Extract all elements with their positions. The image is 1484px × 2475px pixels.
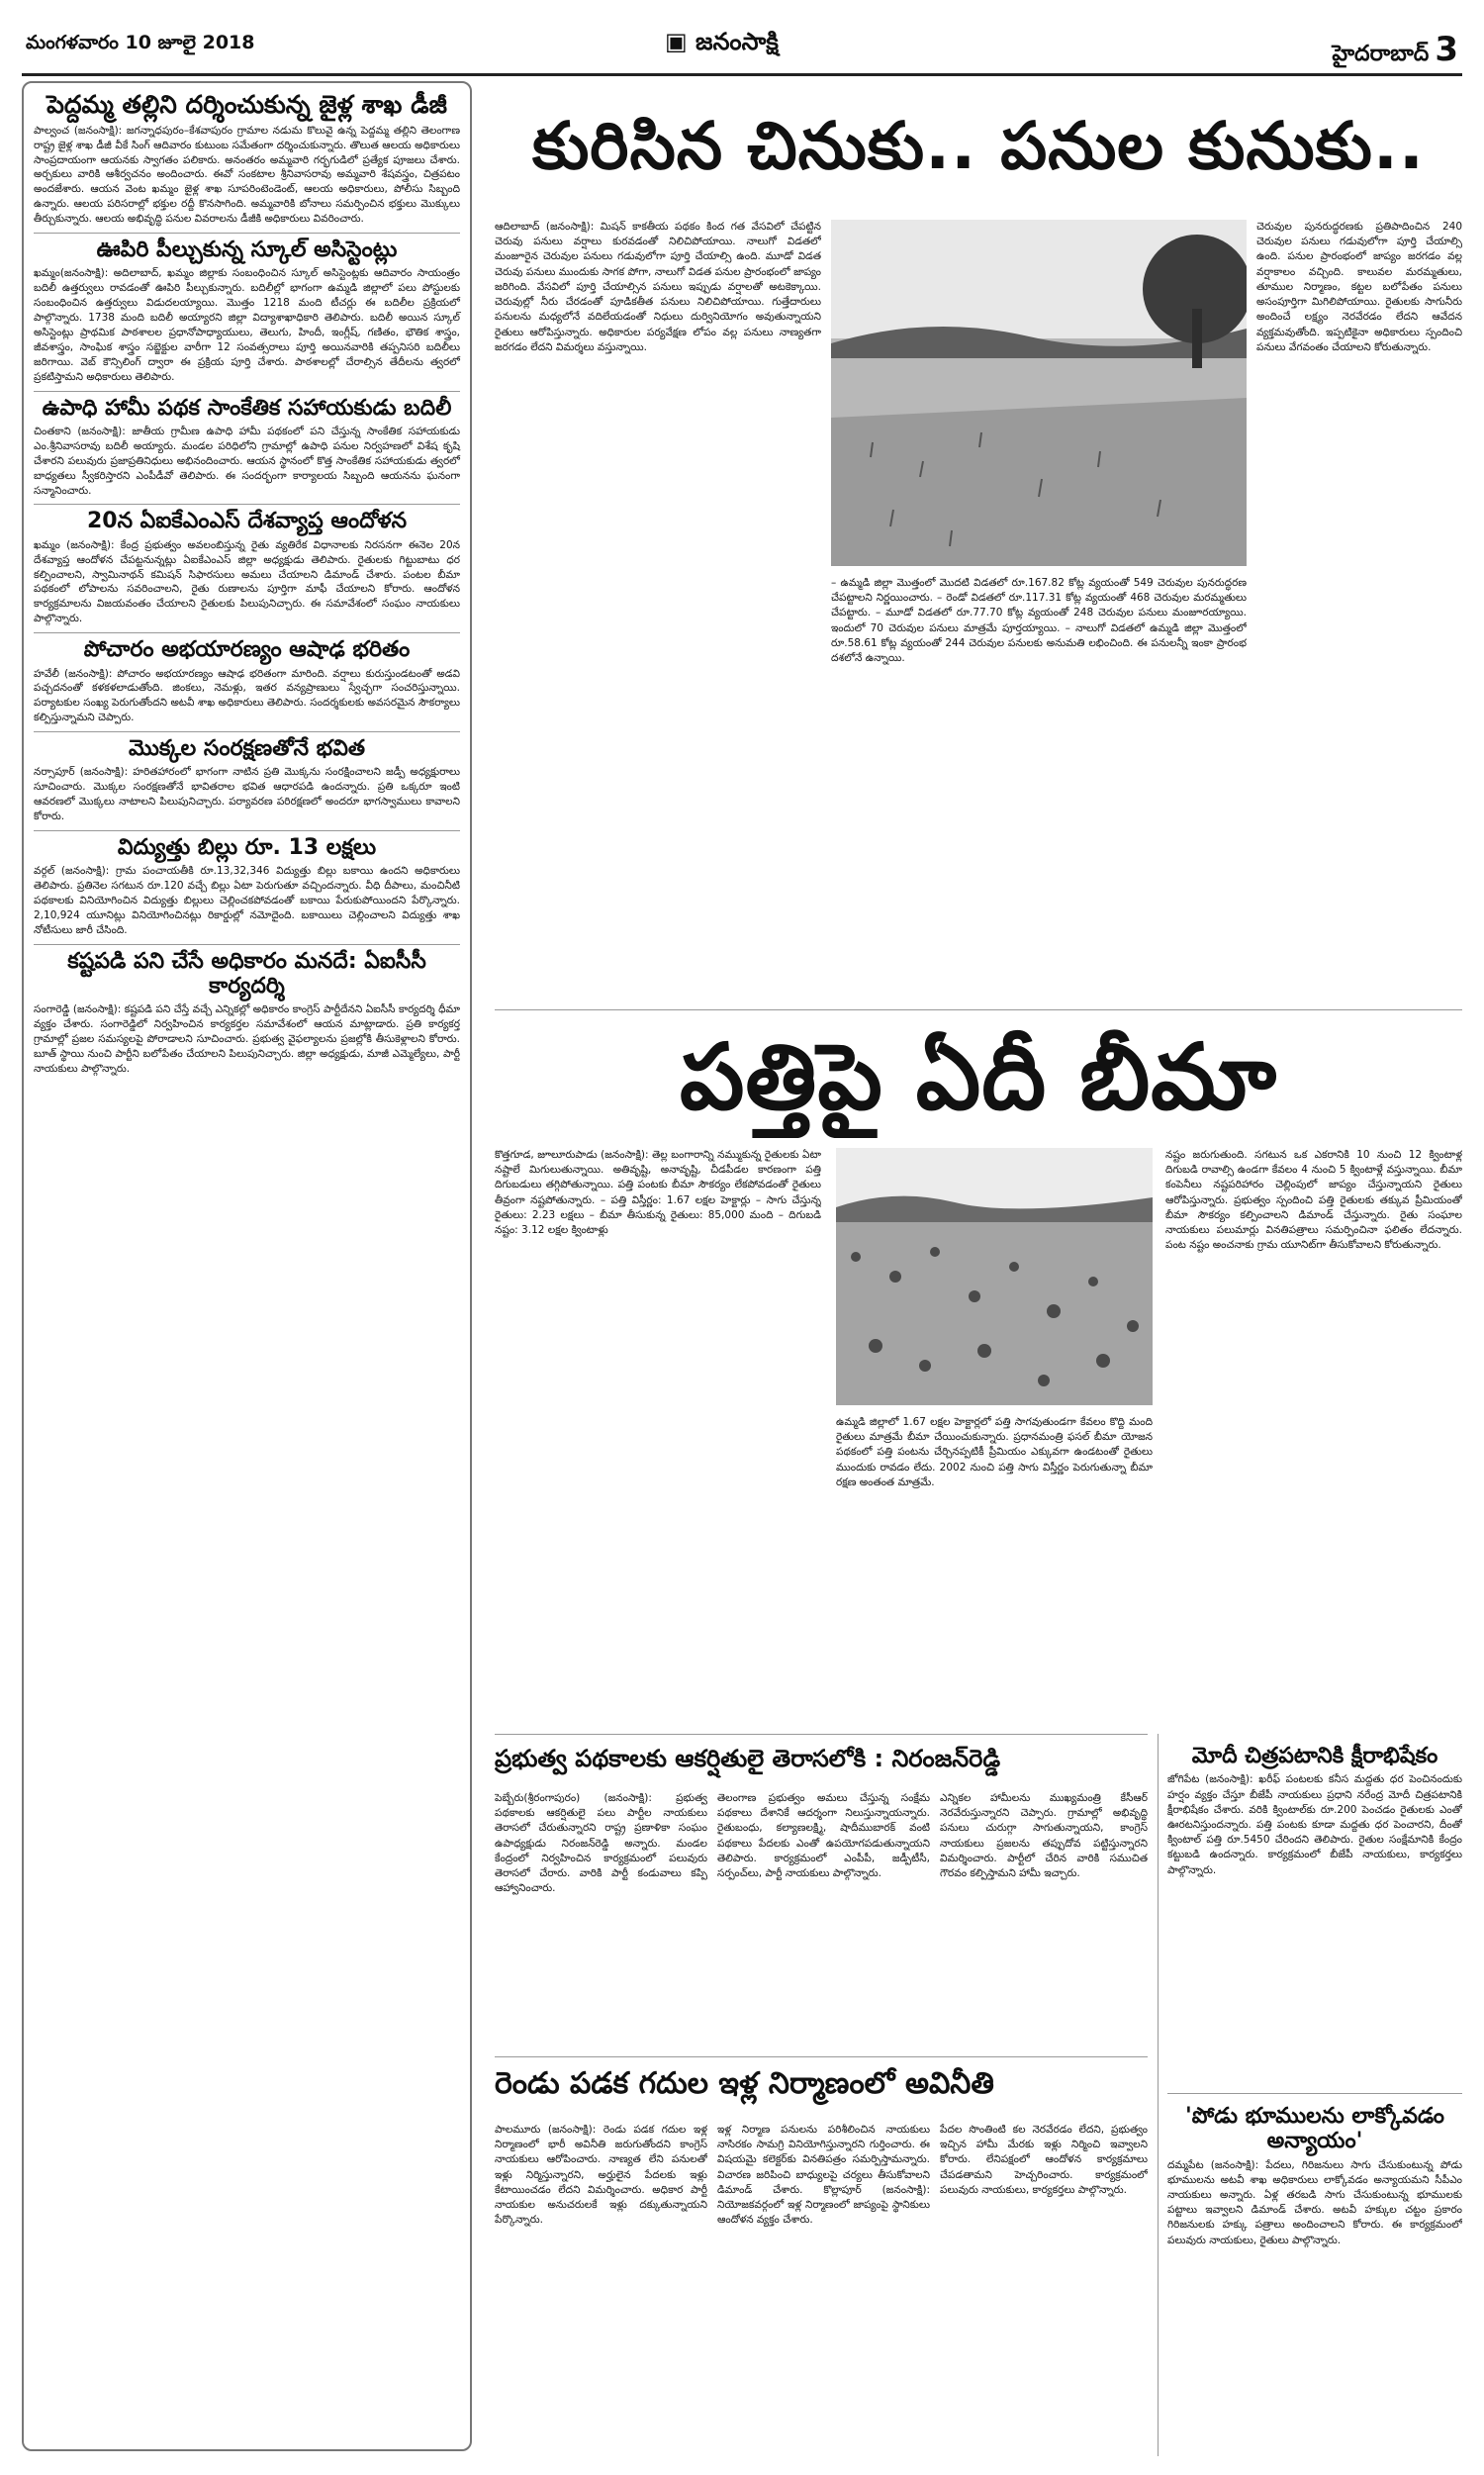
- niranjan-headline: ప్రభుత్వ పథకాలకు ఆకర్షితులై తెరాసలోకి : నిరంజన్‌రెడ్డి: [495, 1745, 1001, 1772]
- divider: [34, 391, 460, 392]
- article-body: చెరువుల పునరుద్ధరణకు ప్రతిపాదించిన 240 చెరువుల పనులు గడువులోగా పూర్తి చేయాల్సి ఉంది. పనుల ప్రారంభంలో జాప్యం జరగడం వల్ల వర్షాకాలం వచ్చింది. కాలువల మరమ్మతులు, తూముల నిర్మాణం, కట్టల బలోపేతం పనులు అసంపూర్తిగా మిగిలిపోయాయి. రైతులకు సాగునీరు అందించే లక్ష్యం నెరవేరడం లేదని ఆవేదన వ్యక్తమవుతోంది. ఇప్పటికైనా అధికారులు స్పందించి పనులు వేగవంతం చేయాలని కోరుతున్నారు.: [1256, 221, 1462, 353]
- article-body: పేదల సొంతింటి కల నెరవేరడం లేదని, ప్రభుత్వం ఇచ్చిన హామీ మేరకు ఇళ్లు నిర్మించి ఇవ్వాలని కోరారు. లేనిపక్షంలో ఆందోళన కార్యక్రమాలు చేపడతామని హెచ్చరించారు. కార్యక్రమంలో పలువురు నాయకులు, కార్యకర్తలు పాల్గొన్నారు.: [940, 2124, 1148, 2196]
- houses-headline-box: [495, 2063, 1148, 2123]
- article-body: పాలమూరు (జనంసాక్షి): రెండు పడక గదుల ఇళ్ల నిర్మాణంలో భారీ అవినీతి జరుగుతోందని కాంగ్రెస్ నాయకులు ఆరోపించారు. నాణ్యత లేని పనులతో ఇళ్లు నిర్మిస్తున్నారని, అర్హులైన పేదలకు ఇళ్లు కేటాయించడం లేదని విమర్శించారు. అధికార పార్టీ నాయకుల అనుచరులకే ఇళ్లు దక్కుతున్నాయని పేర్కొన్నారు.: [495, 2124, 707, 2227]
- left-article: [34, 238, 460, 385]
- top-story-col1: [495, 220, 821, 714]
- divider: [34, 504, 460, 505]
- houses-col2: [717, 2123, 930, 2454]
- modi-article: [1167, 1740, 1462, 2086]
- article-body: – ఉమ్మడి జిల్లా మొత్తంలో మొదటి విడతలో రూ.167.82 కోట్ల వ్యయంతో 549 చెరువుల పునరుద్ధరణ చేపట్టాలని నిర్ణయించారు. – రెండో విడతలో రూ.117.31 కోట్ల వ్యయంతో 468 చెరువుల మరమ్మతులు చేపట్టారు. – మూడో విడతలో రూ.77.70 కోట్ల వ్యయంతో 248 చెరువుల పనులు మంజూరయ్యాయి. ఇందులో 70 చెరువుల పనులు మాత్రమే పూర్తయ్యాయి. – నాలుగో విడతలో ఉమ్మడి జిల్లా మొత్తంలో రూ.58.61 కోట్ల వ్యయంతో 244 చెరువుల పనులకు అనుమతి లభించింది. ఈ పనులన్నీ ఇంకా ప్రారంభ దశలోనే ఉన్నాయి.: [831, 577, 1247, 665]
- top-story-col3: [1256, 220, 1462, 714]
- divider: [1158, 1734, 1159, 2456]
- article-body: ఆదిలాబాద్ (జనంసాక్షి): మిషన్ కాకతీయ పథకం కింద గత వేసవిలో చేపట్టిన చెరువు పనులు వర్షాలు కురవడంతో నిలిచిపోయాయి. నాలుగో విడతలో మంజూరైన చెరువుల పనులు గడువులోగా పూర్తి చేయాల్సి ఉంది. మూడో విడత చెరువు పనులు ముందుకు సాగక పోగా, నాలుగో విడత పనుల ప్రారంభంలో జాప్యం జరిగింది. వేసవిలో పూర్తి చేయాల్సిన పనులు ఇప్పుడు వర్షాలతో అటకెక్కాయి. చెరువుల్లో నీరు చేరడంతో పూడికతీత పనులు నిలిచిపోయాయి. గుత్తేదారులు పనులను మధ్యలోనే వదిలేయడంతో నిధులు దుర్వినియోగం అవుతున్నాయని రైతులు ఆరోపిస్తున్నారు. అధికారుల పర్యవేక్షణ లోపం వల్ల పనులు నాణ్యతగా జరగడం లేదని విమర్శలు వస్తున్నాయి.: [495, 221, 821, 353]
- article-body: పెబ్బేరు(శ్రీరంగాపురం) (జనంసాక్షి): ప్రభుత్వ పథకాలకు ఆకర్షితులై పలు పార్టీల నాయకులు తెరాసలో చేరుతున్నారని రాష్ట్ర ప్రణాళికా సంఘం ఉపాధ్యక్షుడు నిరంజన్‌రెడ్డి అన్నారు. మండల కేంద్రంలో నిర్వహించిన కార్యక్రమంలో పలువురు తెరాసలో చేరారు. వారికి పార్టీ కండువాలు కప్పి ఆహ్వానించారు.: [495, 1792, 707, 1895]
- page-location: [1332, 30, 1458, 71]
- article-headline: ఊపిరి పీల్చుకున్న స్కూల్ అసిస్టెంట్లు: [96, 238, 398, 263]
- flooded-field-photo: [831, 220, 1247, 566]
- divider: [34, 632, 460, 633]
- top-story-headline: కురిసిన చినుకు.. పనుల కునుకు..: [532, 108, 1425, 184]
- left-article: [34, 949, 460, 1077]
- cotton-headline: పత్తిపై ఏదీ బీమా: [680, 1024, 1277, 1130]
- article-body: జోగిపేట (జనంసాక్షి): ఖరీఫ్ పంటలకు కనీస మద్దతు ధర పెంచినందుకు హర్షం వ్యక్తం చేస్తూ బీజేపీ నాయకులు ప్రధాని నరేంద్ర మోదీ చిత్రపటానికి క్షీరాభిషేకం చేశారు. వరికి క్వింటాల్‌కు రూ.200 పెంచడం రైతులకు ఎంతో ఊరటనిస్తుందన్నారు. పత్తి పంటకు కూడా మద్దతు ధర పెంచారని, దీంతో క్వింటాల్ పత్తి రూ.5450 చేరిందని తెలిపారు. రైతుల సంక్షేమానికి కేంద్రం కట్టుబడి ఉందన్నారు. కార్యక్రమంలో బీజేపీ నాయకులు, కార్యకర్తలు పాల్గొన్నారు.: [1167, 1773, 1462, 1876]
- brand-logo: ▣ జనంసాక్షి: [665, 28, 779, 55]
- article-headline: పోచారం అభయారణ్యం ఆషాఢ భరితం: [83, 637, 411, 663]
- article-headline: పెద్దమ్మ తల్లిని దర్శించుకున్న జైళ్ల శాఖ డీజీ: [46, 90, 447, 119]
- left-article: [34, 509, 460, 626]
- divider: [1167, 2093, 1462, 2094]
- article-headline: విద్యుత్తు బిల్లు రూ. 13 లక్షలు: [117, 835, 377, 861]
- article-body: దమ్మపేట (జనంసాక్షి): పేదలు, గిరిజనులు సాగు చేసుకుంటున్న పోడు భూములను అటవీ శాఖ అధికారులు లాక్కోవడం అన్యాయమని సీపీఎం నాయకులు అన్నారు. ఏళ్ల తరబడి సాగు చేసుకుంటున్న భూములకు పట్టాలు ఇవ్వాలని డిమాండ్ చేశారు. అటవీ హక్కుల చట్టం ప్రకారం గిరిజనులకు హక్కు పత్రాలు అందించాలని కోరారు. ఈ కార్యక్రమంలో పలువురు నాయకులు, రైతులు పాల్గొన్నారు.: [1167, 2158, 1462, 2246]
- niranjan-col3: [940, 1791, 1148, 2048]
- left-news-column: [22, 81, 472, 2451]
- article-headline: ఉపాధి హామీ పథక సాంకేతిక సహాయకుడు బదిలీ: [42, 395, 452, 421]
- article-body: నర్సాపూర్ (జనంసాక్షి): హరితహారంలో భాగంగా నాటిన ప్రతి మొక్కను సంరక్షించాలని జడ్పీ అధ్యక్షురాలు సూచించారు. మొక్కల సంరక్షణతోనే భావితరాల భవిత ఆధారపడి ఉందన్నారు. ప్రతి ఒక్కరూ ఇంటి ఆవరణలో మొక్కలు నాటాలని పిలుపునిచ్చారు. పర్యావరణ పరిరక్షణలో అందరూ భాగస్వాములు కావాలని కోరారు.: [34, 766, 460, 823]
- article-body: ఖమ్మం (జనంసాక్షి): కేంద్ర ప్రభుత్వం అవలంబిస్తున్న రైతు వ్యతిరేక విధానాలకు నిరసనగా ఈనెల 20న దేశవ్యాప్త ఆందోళన చేపట్టనున్నట్లు ఏఐకేఎంఎస్ జిల్లా అధ్యక్షుడు తెలిపారు. రైతులకు గిట్టుబాటు ధర కల్పించాలని, స్వామినాథన్ కమిషన్ సిఫారసులు అమలు చేయాలని డిమాండ్ చేశారు. పంటల బీమా పథకంలో లోపాలను సవరించాలని, రైతు రుణాలను పూర్తిగా మాఫీ చేయాలని కోరారు. ఆందోళన కార్యక్రమాలను విజయవంతం చేయాలని రైతులకు పిలుపునిచ్చారు. ఈ సమావేశంలో సంఘం నాయకులు పాల్గొన్నారు.: [34, 538, 460, 625]
- left-article: [34, 396, 460, 499]
- article-headline: కష్టపడి పని చేసే అధికారం మనదే: ఏఐసీసీ కార్యదర్శి: [67, 948, 426, 1000]
- houses-headline: రెండు పడక గదుల ఇళ్ల నిర్మాణంలో అవినీతి: [495, 2066, 994, 2101]
- edition-city: హైదరాబాద్: [1332, 42, 1430, 66]
- article-body: తెలంగాణ ప్రభుత్వం అమలు చేస్తున్న సంక్షేమ పథకాలు దేశానికే ఆదర్శంగా నిలుస్తున్నాయన్నారు. రైతుబంధు, కల్యాణలక్ష్మి, షాదీముబారక్ వంటి పథకాలు పేదలకు ఎంతో ఉపయోగపడుతున్నాయని తెలిపారు. కార్యక్రమంలో ఎంపీపీ, జడ్పీటీసీ, సర్పంచ్‌లు, పార్టీ నాయకులు పాల్గొన్నారు.: [717, 1792, 930, 1880]
- cotton-field-image: [836, 1148, 1153, 1405]
- divider: [495, 1009, 1462, 1010]
- flooded-field-image: [831, 220, 1247, 566]
- article-body: వర్గల్ (జనంసాక్షి): గ్రామ పంచాయతీకి రూ.13,32,346 విద్యుత్తు బిల్లు బకాయి ఉందని అధికారులు తెలిపారు. ప్రతినెల సగటున రూ.120 వచ్చే బిల్లు ఏటా పెరుగుతూ వచ్చిందన్నారు. వీధి దీపాలు, మంచినీటి పథకాలకు వినియోగించిన విద్యుత్తు బిల్లులు చెల్లించకపోవడంతో బకాయి పేరుకుపోయిందని పేర్కొన్నారు. 2,10,924 యూనిట్లు వినియోగించినట్లు రికార్డుల్లో నమోదైంది. బకాయిలు చెల్లించాలని విద్యుత్తు శాఖ నోటీసులు జారీ చేసింది.: [34, 865, 460, 936]
- article-body: హవేలీ (జనంసాక్షి): పోచారం అభయారణ్యం ఆషాఢ భరితంగా మారింది. వర్షాలు కురుస్తుండటంతో అడవి పచ్చదనంతో కళకళలాడుతోంది. జింకలు, నెమళ్లు, ఇతర వన్యప్రాణులు స్వేచ్ఛగా సంచరిస్తున్నాయి. పర్యాటకుల సంఖ్య పెరుగుతోందని అటవీ శాఖ అధికారులు తెలిపారు. సందర్శకులకు అవసరమైన సౌకర్యాలు కల్పిస్తున్నామని చెప్పారు.: [34, 667, 460, 724]
- page-number: 3: [1435, 30, 1458, 69]
- left-article: [34, 91, 460, 227]
- article-body: ఎన్నికల హామీలను ముఖ్యమంత్రి కేసీఆర్ నెరవేరుస్తున్నారని చెప్పారు. గ్రామాల్లో అభివృద్ధి పనులు చురుగ్గా సాగుతున్నాయని, కాంగ్రెస్ నాయకులు ప్రజలను తప్పుదోవ పట్టిస్తున్నారని విమర్శించారు. పార్టీలో చేరిన వారికి సముచిత గౌరవం కల్పిస్తామని హామీ ఇచ్చారు.: [940, 1792, 1148, 1880]
- left-article: [34, 637, 460, 725]
- article-body: కొత్తగూడ, జూలూరుపాడు (జనంసాక్షి): తెల్ల బంగారాన్ని నమ్ముకున్న రైతులకు ఏటా నష్టాలే మిగులుతున్నాయి. అతివృష్టి, అనావృష్టి, చీడపీడల కారణంగా పత్తి దిగుబడులు తగ్గిపోతున్నాయి. పత్తి పంటకు బీమా సౌకర్యం లేకపోవడంతో రైతులు తీవ్రంగా నష్టపోతున్నారు. – పత్తి విస్తీర్ణం: 1.67 లక్షల హెక్టార్లు – సాగు చేస్తున్న రైతులు: 2.23 లక్షలు – బీమా తీసుకున్న రైతులు: 85,000 మంది – దిగుబడి నష్టం: 3.12 లక్షల క్వింటాళ్లు: [495, 1149, 821, 1237]
- cotton-headline-box: [495, 1019, 1462, 1138]
- article-body: చింతకాని (జనంసాక్షి): జాతీయ గ్రామీణ ఉపాధి హామీ పథకంలో పని చేస్తున్న సాంకేతిక సహాయకుడు ఎం.శ్రీనివాసరావు బదిలీ అయ్యారు. మండల పరిధిలోని గ్రామాల్లో ఉపాధి పనుల నిర్వహణలో విశేష కృషి చేశారని పలువురు ప్రజాప్రతినిధులు అభినందించారు. ఆయన స్థానంలో కొత్త సాంకేతిక సహాయకుడు త్వరలో బాధ్యతలు స్వీకరిస్తారని ఎంపీడీవో తెలిపారు. ఈ సందర్భంగా కార్యాలయ సిబ్బంది ఆయనను ఘనంగా సన్మానించారు.: [34, 425, 460, 497]
- brand-name: జనంసాక్షి: [696, 28, 779, 55]
- cotton-col1: [495, 1148, 821, 1722]
- issue-date: మంగళవారం 10 జూలై 2018: [26, 32, 255, 53]
- divider: [34, 830, 460, 831]
- niranjan-headline-box: [495, 1742, 1148, 1796]
- divider: [34, 944, 460, 945]
- podu-headline: 'పోడు భూములను లాక్కోవడం అన్యాయం': [1185, 2104, 1444, 2154]
- cotton-field-photo: [836, 1148, 1153, 1405]
- houses-col3: [940, 2123, 1148, 2454]
- cotton-col2: [836, 1415, 1153, 1722]
- divider: [34, 233, 460, 234]
- left-article: [34, 835, 460, 938]
- niranjan-col1: [495, 1791, 707, 2048]
- podu-article: [1167, 2100, 1462, 2456]
- article-body: సంగారెడ్డి (జనంసాక్షి): కష్టపడి పని చేస్తే వచ్చే ఎన్నికల్లో అధికారం కాంగ్రెస్ పార్టీదేనని ఏఐసీసీ కార్యదర్శి ధీమా వ్యక్తం చేశారు. సంగారెడ్డిలో నిర్వహించిన కార్యకర్తల సమావేశంలో ఆయన మాట్లాడారు. ప్రతి కార్యకర్త గ్రామాల్లో ప్రజల సమస్యలపై పోరాడాలని సూచించారు. ప్రభుత్వ వైఫల్యాలను ప్రజల్లోకి తీసుకెళ్లాలని కోరారు. బూత్ స్థాయి నుంచి పార్టీని బలోపేతం చేయాలని పిలుపునిచ్చారు. జిల్లా అధ్యక్షుడు, మాజీ ఎమ్మెల్యేలు, పార్టీ నాయకులు పాల్గొన్నారు.: [34, 1003, 460, 1076]
- divider: [495, 1734, 1148, 1735]
- article-body: నష్టం జరుగుతుంది. సగటున ఒక ఎకరానికి 10 నుంచి 12 క్వింటాళ్ల దిగుబడి రావాల్సి ఉండగా కేవలం 4 నుంచి 5 క్వింటాళ్లే వస్తున్నాయి. బీమా కంపెనీలు నష్టపరిహారం చెల్లింపులో జాప్యం చేస్తున్నాయని రైతులు ఆరోపిస్తున్నారు. ప్రభుత్వం స్పందించి పత్తి రైతులకు తక్కువ ప్రీమియంతో బీమా సౌకర్యం కల్పించాలని డిమాండ్ చేస్తున్నారు. రైతు సంఘాల నాయకులు పలుమార్లు వినతిపత్రాలు సమర్పించినా ఫలితం లేదన్నారు. పంట నష్టం అంచనాకు గ్రామ యూనిట్‌గా తీసుకోవాలని కోరుతున్నారు.: [1165, 1149, 1462, 1252]
- left-article: [34, 736, 460, 824]
- article-headline: 20న ఏఐకేఎంఎస్ దేశవ్యాప్త ఆందోళన: [86, 509, 408, 534]
- masthead: [22, 24, 1462, 76]
- article-body: ఖమ్మం(జనంసాక్షి): అదిలాబాద్, ఖమ్మం జిల్లాకు సంబంధించిన స్కూల్ అసిస్టెంట్లకు ఆదివారం సాయంత్రం బదిలీ ఉత్తర్వులు రావడంతో ఊపిరి పీల్చుకున్నారు. బదిలీల్లో భాగంగా ఉమ్మడి జిల్లాలో పలు పోస్టులకు సంబంధించిన ఉత్తర్వులు విడుదలయ్యాయి. మొత్తం 1218 మంది టీచర్లు ఈ బదిలీల ప్రక్రియలో పాల్గొన్నారు. 1738 మంది బదిలీ అయ్యారని జిల్లా విద్యాశాఖాధికారి తెలిపారు. బదిలీ అయిన స్కూల్ అసిస్టెంట్లు ప్రాథమిక పాఠశాలల ప్రధానోపాధ్యాయులు, తెలుగు, హిందీ, ఇంగ్లీష్, గణితం, భౌతిక శాస్త్రం, జీవశాస్త్రం, సాంఘిక శాస్త్రం సబ్జెక్టుల వారీగా 12 సంవత్సరాలు పూర్తి అయినవారికి తప్పనిసరి బదిలీలు జరిగాయి. వెబ్ కౌన్సిలింగ్ ద్వారా ఈ ప్రక్రియ పూర్తి చేశారు. పాఠశాలల్లో చేరాల్సిన తేదీలను త్వరలో ప్రకటిస్తామని అధికారులు తెలిపారు.: [34, 267, 460, 383]
- article-body: ఇళ్ల నిర్మాణ పనులను పరిశీలించిన నాయకులు నాసిరకం సామగ్రి వినియోగిస్తున్నారని గుర్తించారు. ఈ విషయమై కలెక్టర్‌కు వినతిపత్రం సమర్పిస్తామన్నారు. విచారణ జరిపించి బాధ్యులపై చర్యలు తీసుకోవాలని డిమాండ్ చేశారు. కొల్లాపూర్ (జనంసాక్షి): నియోజకవర్గంలో ఇళ్ల నిర్మాణంలో జాప్యంపై స్థానికులు ఆందోళన వ్యక్తం చేశారు.: [717, 2124, 930, 2227]
- article-headline: మొక్కల సంరక్షణతోనే భవిత: [128, 736, 366, 762]
- divider: [34, 731, 460, 732]
- top-story-col2: [831, 576, 1247, 714]
- niranjan-col2: [717, 1791, 930, 2048]
- cotton-col3: [1165, 1148, 1462, 1722]
- divider: [495, 2056, 1148, 2057]
- article-body: పాల్వంచ (జనంసాక్షి): జగన్నాధపురం–కేశవాపురం గ్రామాల నడుమ కొలువై ఉన్న పెద్దమ్మ తల్లిని తెలంగాణ రాష్ట్ర జైళ్ల శాఖ డీజీ వీకే సింగ్ ఆదివారం కుటుంబ సమేతంగా దర్శించుకున్నారు. తొలుత ఆలయ అధికారులు సాంప్రదాయంగా ఆయనకు స్వాగతం పలికారు. అనంతరం అమ్మవారి గర్భగుడిలో ప్రత్యేక పూజలు చేశారు. అర్చకులు వారికి ఆశీర్వచనం అందించారు. ఈవో సంకటాల శ్రీనివాసరావు అమ్మవారి శేషవస్త్రం, చిత్రపటం అందజేశారు. ఆయన వెంట ఖమ్మం జైళ్ల శాఖ సూపరింటెండెంట్, ఆలయ అధికారులు, పోలీసు సిబ్బంది ఉన్నారు. ఆలయ పరిసరాల్లో భక్తుల రద్దీ కొనసాగింది. అమ్మవారికి బోనాలు సమర్పించిన భక్తులు మొక్కులు తీర్చుకున్నారు. ఆలయ అభివృద్ధి పనుల వివరాలను డీజీకి అధికారులు వివరించారు.: [34, 124, 460, 226]
- modi-headline: మోదీ చిత్రపటానికి క్షీరాభిషేకం: [1191, 1744, 1438, 1768]
- houses-col1: [495, 2123, 707, 2454]
- article-body: ఉమ్మడి జిల్లాలో 1.67 లక్షల హెక్టార్లలో పత్తి సాగవుతుండగా కేవలం కొద్ది మంది రైతులు మాత్రమే బీమా చేయించుకున్నారు. ప్రధానమంత్రి ఫసల్ బీమా యోజన పథకంలో పత్తి పంటను చేర్చినప్పటికీ ప్రీమియం ఎక్కువగా ఉండటంతో రైతులు ముందుకు రావడం లేదు. 2002 నుంచి పత్తి సాగు విస్తీర్ణం పెరుగుతున్నా బీమా రక్షణ అంతంత మాత్రమే.: [836, 1416, 1153, 1488]
- top-story-headline-box: [495, 89, 1462, 208]
